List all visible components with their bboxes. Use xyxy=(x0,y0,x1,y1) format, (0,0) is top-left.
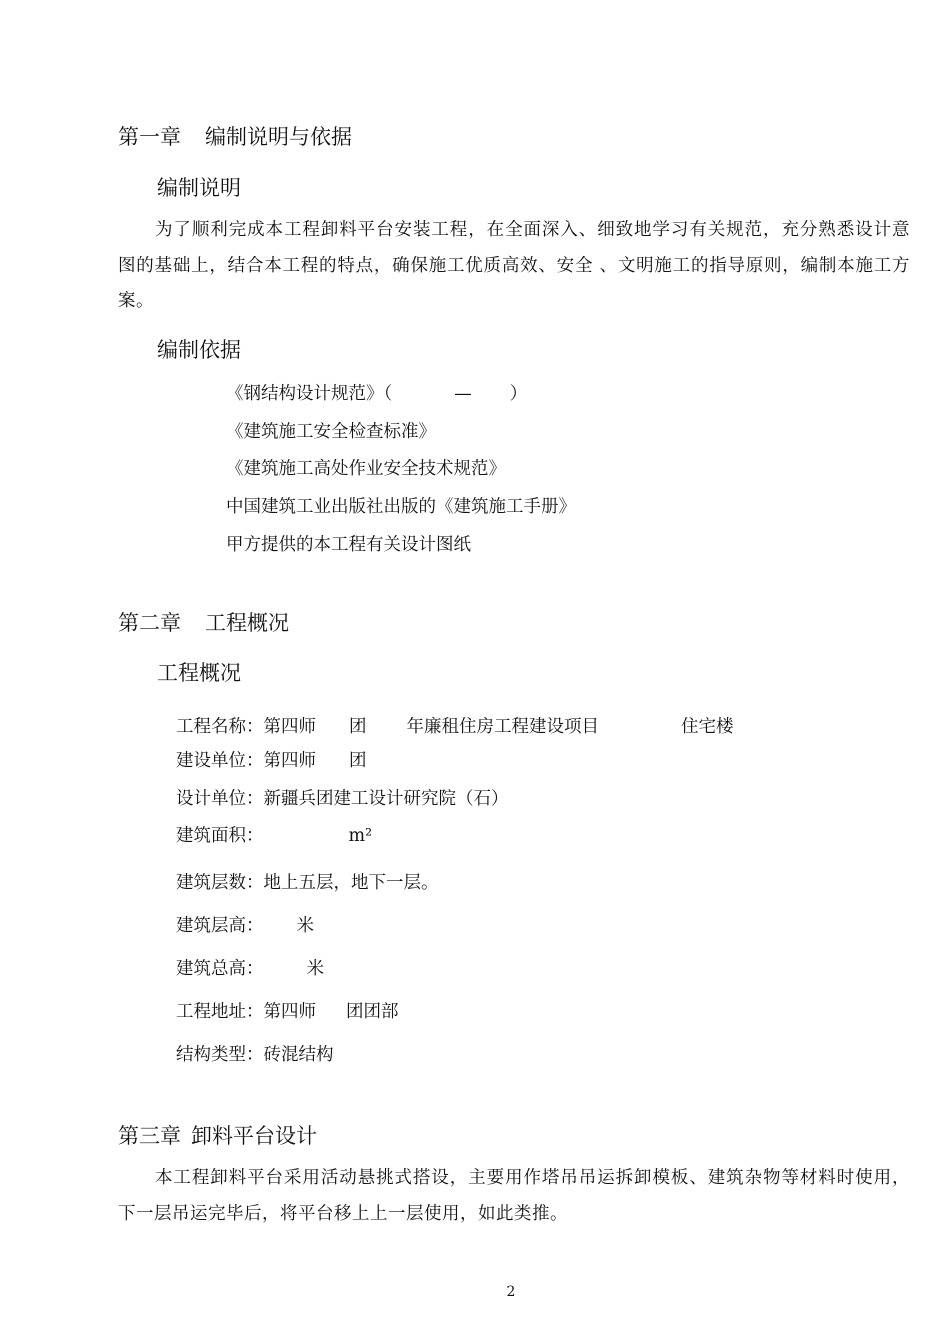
info-label: 工程地址： xyxy=(176,1002,264,1022)
info-value: 砖混结构 xyxy=(263,1045,334,1065)
chapter-1-heading xyxy=(118,121,352,151)
info-area xyxy=(176,822,372,847)
info-value: 团 xyxy=(349,717,367,737)
info-value: 新疆兵团建工设计研究院（石） xyxy=(263,789,509,809)
info-label: 结构类型： xyxy=(176,1045,264,1065)
info-floors xyxy=(176,869,439,894)
info-unit: 米 xyxy=(306,959,324,979)
info-builder xyxy=(176,747,367,772)
reference-text: 《钢结构设计规范》（ xyxy=(226,384,393,404)
info-label: 建筑层高： xyxy=(176,916,264,936)
section-project-overview-heading: 工程概况 xyxy=(157,661,241,685)
reference-item: 中国建筑工业出版社出版的《建筑施工手册》 xyxy=(226,497,576,517)
info-label: 设计单位： xyxy=(176,789,264,809)
info-floor-height xyxy=(176,912,314,937)
chapter-2-heading xyxy=(118,607,289,637)
info-designer xyxy=(176,785,509,810)
chapter-1-title: 编制说明与依据 xyxy=(205,125,352,149)
reference-item: 《建筑施工高处作业安全技术规范》 xyxy=(226,459,506,479)
info-label: 建筑面积： xyxy=(176,826,264,846)
info-address xyxy=(176,998,399,1023)
chapter-1-number: 第一章 xyxy=(118,125,181,149)
info-value: 地上五层，地下一层。 xyxy=(263,873,439,893)
info-label: 建筑总高： xyxy=(176,959,264,979)
reference-item: 《建筑施工安全检查标准》 xyxy=(226,422,436,442)
info-label: 工程名称： xyxy=(176,717,264,737)
info-unit: m² xyxy=(348,826,373,846)
info-value: 团团部 xyxy=(346,1002,399,1022)
compilation-notes-paragraph: 为了顺利完成本工程卸料平台安装工程，在全面深入、细致地学习有关规范，充分熟悉设计意图的基础上，结合本工程的特点，确保施工优质高效、安全 、文明施工的指导原则，编制本施工方案。 xyxy=(118,220,910,311)
info-unit: 米 xyxy=(296,916,314,936)
chapter-3-heading xyxy=(118,1120,317,1150)
chapter-3-number: 第三章 xyxy=(118,1124,181,1148)
chapter-2-number: 第二章 xyxy=(118,611,181,635)
reference-dash: — xyxy=(454,384,472,404)
info-value: 第四师 xyxy=(263,751,316,771)
info-project-name xyxy=(176,713,734,738)
chapter-3-title: 卸料平台设计 xyxy=(191,1124,317,1148)
platform-design-paragraph: 本工程卸料平台采用活动悬挑式搭设，主要用作塔吊吊运拆卸模板、建筑杂物等材料时使用，下一层吊运完毕后，将平台移上上一层使用，如此类推。 xyxy=(118,1168,910,1224)
info-total-height xyxy=(176,955,324,980)
info-value: 团 xyxy=(349,751,367,771)
reference-item: 甲方提供的本工程有关设计图纸 xyxy=(226,535,471,555)
section-compilation-basis-heading: 编制依据 xyxy=(157,338,241,362)
reference-close: ） xyxy=(509,384,528,404)
info-value: 年廉租住房工程建设项目 xyxy=(406,717,599,737)
info-value: 住宅楼 xyxy=(681,717,734,737)
info-label: 建筑层数： xyxy=(176,873,264,893)
info-value: 第四师 xyxy=(263,717,316,737)
section-compilation-notes-heading: 编制说明 xyxy=(157,176,241,200)
info-label: 建设单位： xyxy=(176,751,264,771)
info-value: 第四师 xyxy=(263,1002,316,1022)
chapter-2-title: 工程概况 xyxy=(205,611,289,635)
info-structure xyxy=(176,1041,334,1066)
reference-item xyxy=(226,380,527,405)
page-number: 2 xyxy=(506,1284,516,1300)
